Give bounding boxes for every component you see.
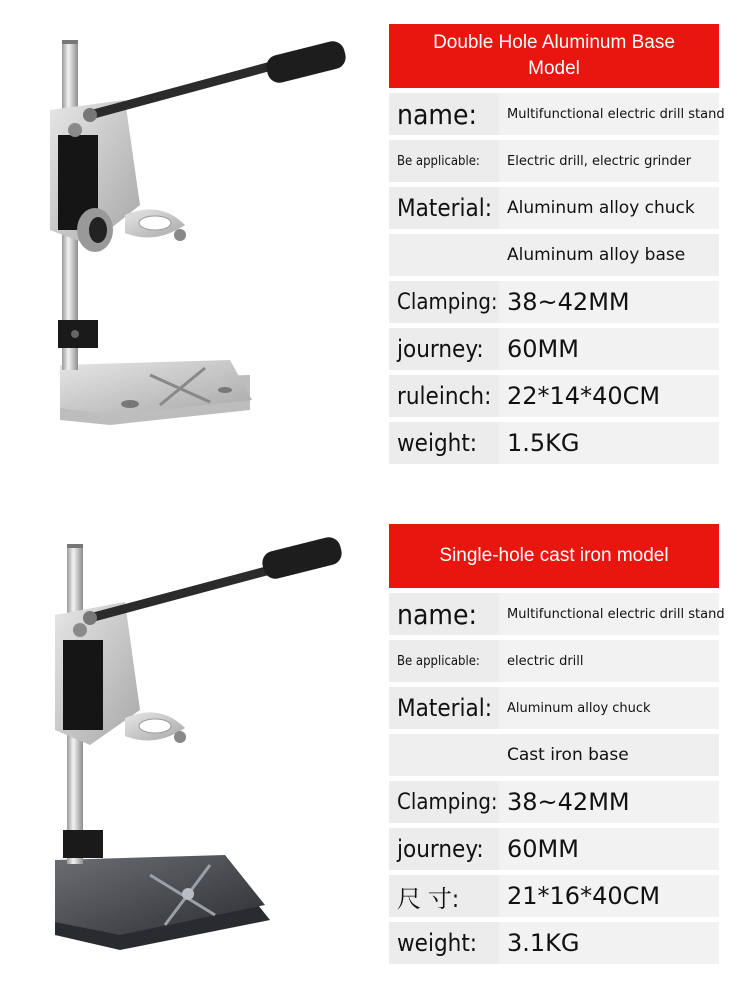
spec-row-material-base xyxy=(389,734,719,776)
spec-label: journey: xyxy=(397,835,484,863)
spec-table-header: Double Hole Aluminum Base Model xyxy=(389,24,719,88)
spec-row-name xyxy=(389,593,725,635)
spec-value: Multifunctional electric drill stand xyxy=(499,93,719,135)
spec-value: 38~42MM xyxy=(499,781,719,823)
spec-label: weight: xyxy=(397,929,478,957)
spec-value: Aluminum alloy base xyxy=(499,234,719,276)
spec-value: 60MM xyxy=(499,828,719,870)
spec-row-size xyxy=(389,375,719,417)
spec-label: Material: xyxy=(397,194,492,222)
spec-value: 38~42MM xyxy=(499,281,719,323)
spec-row-journey xyxy=(389,828,719,870)
spec-value: electric drill xyxy=(499,640,719,682)
spec-label: name: xyxy=(397,97,477,131)
aluminum-drill-stand-image xyxy=(30,30,360,450)
spec-value: Aluminum alloy chuck xyxy=(499,687,719,729)
spec-row-material-base xyxy=(389,234,719,276)
spec-table-aluminum xyxy=(389,24,725,464)
spec-row-material xyxy=(389,187,719,229)
spec-table-cast-iron xyxy=(389,524,725,964)
spec-label: Clamping: xyxy=(397,289,498,315)
spec-value: Cast iron base xyxy=(499,734,719,776)
spec-row-journey xyxy=(389,328,719,370)
spec-row-applicable xyxy=(389,140,719,182)
spec-value: Electric drill, electric grinder xyxy=(499,140,719,182)
spec-row-size xyxy=(389,875,719,917)
spec-row-weight xyxy=(389,922,719,964)
spec-label: Be applicable: xyxy=(397,653,480,669)
spec-label: Material: xyxy=(397,694,492,722)
spec-row-material xyxy=(389,687,719,729)
spec-row-name xyxy=(389,93,725,135)
cast-iron-drill-stand-image xyxy=(30,530,360,960)
spec-value: Aluminum alloy chuck xyxy=(499,187,719,229)
spec-value: 21*16*40CM xyxy=(499,875,719,917)
spec-value: 60MM xyxy=(499,328,719,370)
spec-value: Multifunctional electric drill stand xyxy=(499,593,719,635)
spec-label: journey: xyxy=(397,335,484,363)
spec-label: weight: xyxy=(397,429,478,457)
spec-row-clamping xyxy=(389,281,719,323)
spec-value: 3.1KG xyxy=(499,922,719,964)
spec-table-header: Single-hole cast iron model xyxy=(389,524,719,588)
spec-value: 1.5KG xyxy=(499,422,719,464)
spec-row-applicable xyxy=(389,640,719,682)
spec-row-clamping xyxy=(389,781,719,823)
spec-row-weight xyxy=(389,422,719,464)
spec-label: 尺 寸: xyxy=(397,884,460,913)
spec-label: Be applicable: xyxy=(397,153,480,169)
spec-label: name: xyxy=(397,597,477,631)
spec-label: ruleinch: xyxy=(397,382,492,410)
spec-value: 22*14*40CM xyxy=(499,375,719,417)
spec-label: Clamping: xyxy=(397,789,498,815)
